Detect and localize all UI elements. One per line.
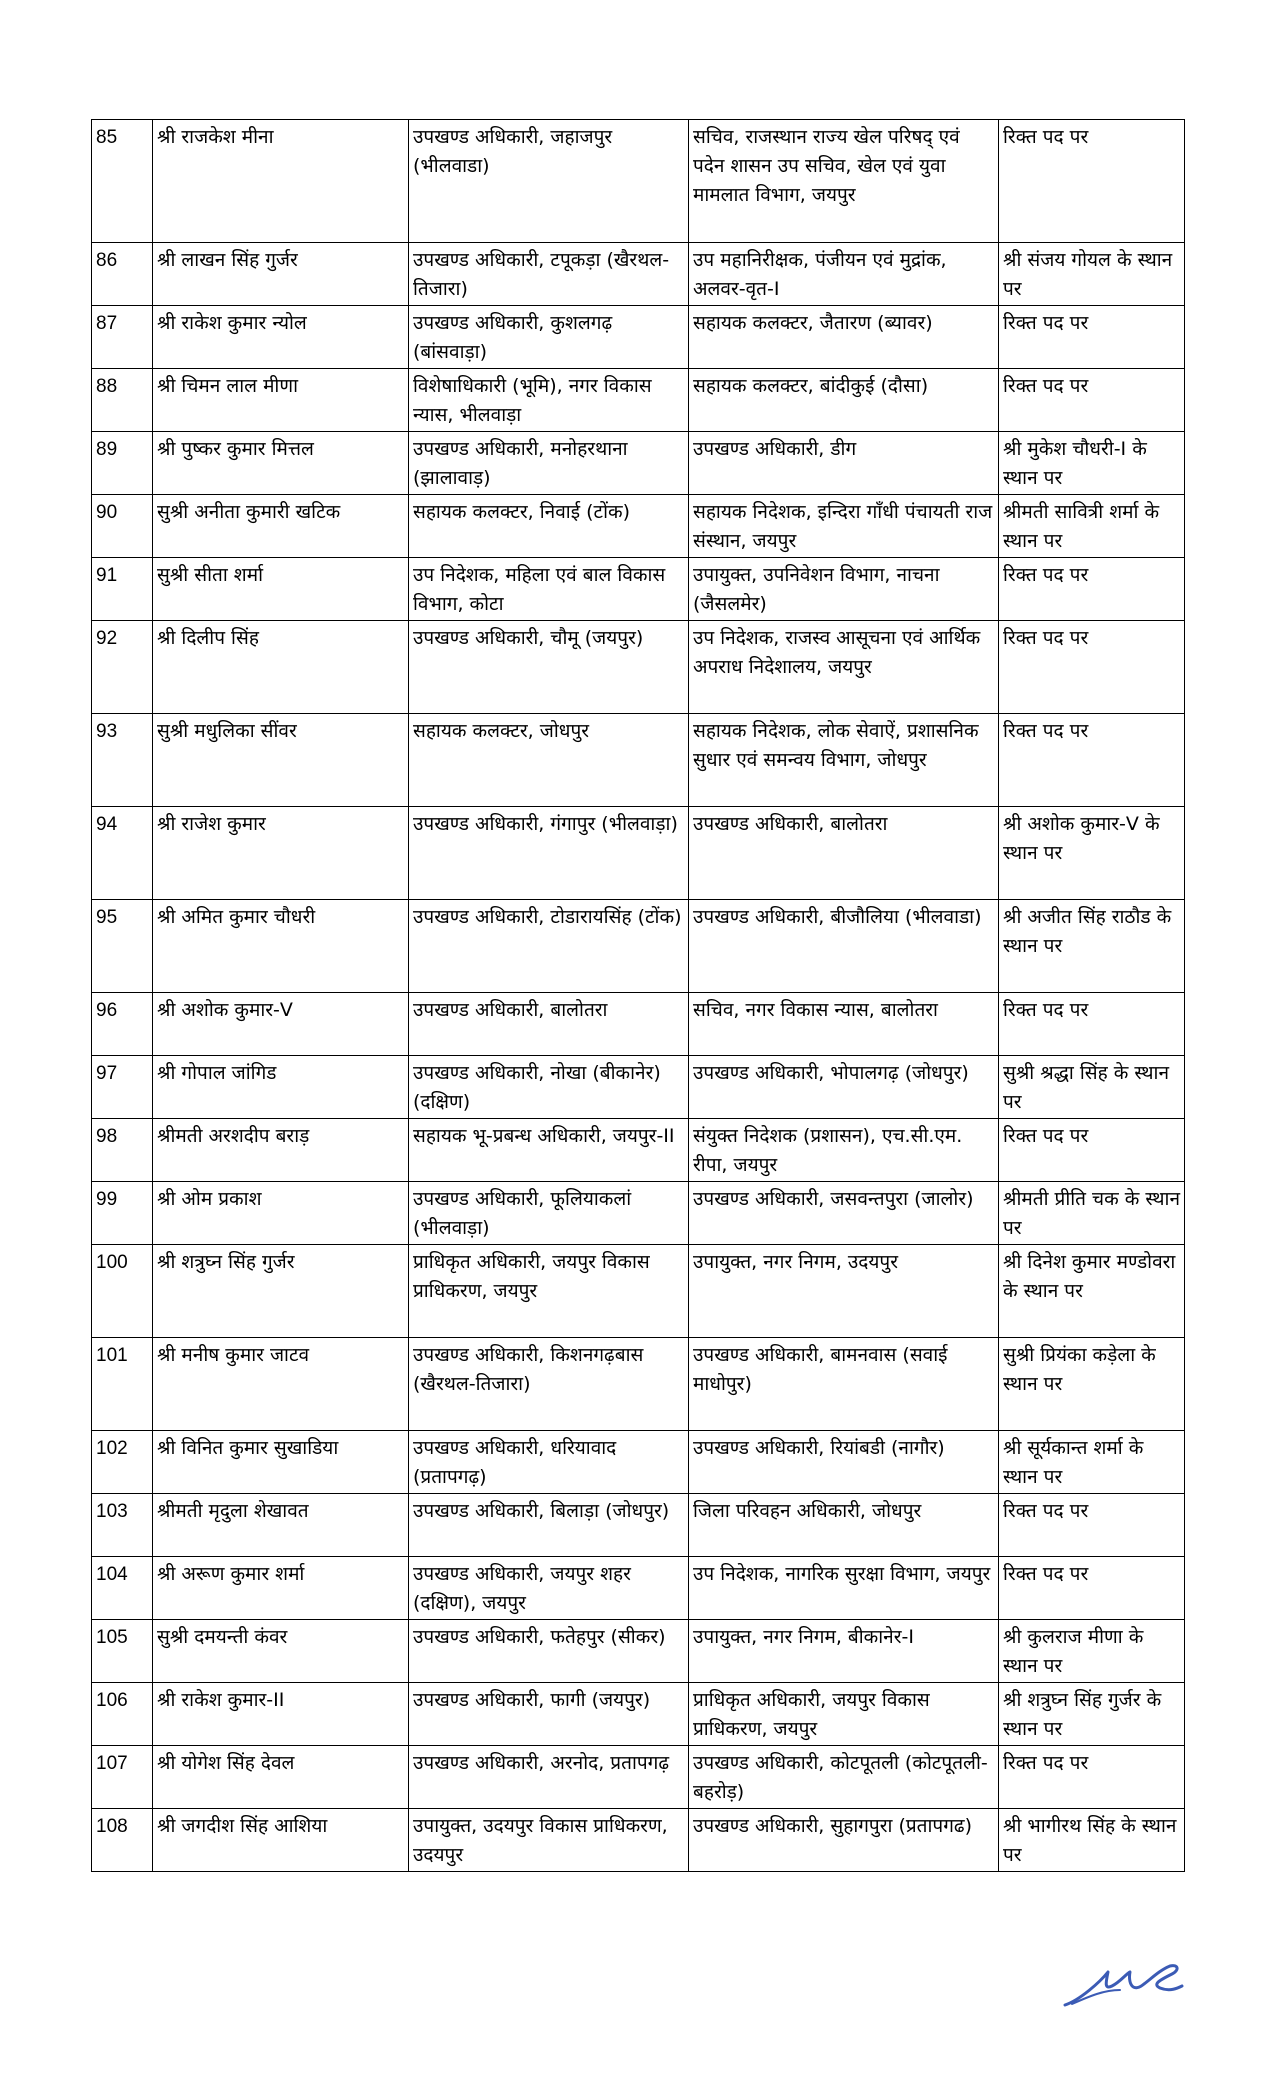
remark-cell: श्रीमती प्रीति चक के स्थान पर	[999, 1182, 1185, 1245]
current-posting-cell: उपखण्ड अधिकारी, नोखा (बीकानेर) (दक्षिण)	[409, 1056, 689, 1119]
current-posting-cell: उपखण्ड अधिकारी, फतेहपुर (सीकर)	[409, 1620, 689, 1683]
remark-cell: श्री अजीत सिंह राठौड के स्थान पर	[999, 900, 1185, 993]
table-row	[92, 621, 1185, 714]
table-row	[92, 558, 1185, 621]
serial-number-cell: 98	[92, 1119, 153, 1182]
officer-name-cell: श्री विनित कुमार सुखाडिया	[153, 1431, 409, 1494]
remark-cell: रिक्त पद पर	[999, 1557, 1185, 1620]
current-posting-cell: उपायुक्त, उदयपुर विकास प्राधिकरण, उदयपुर	[409, 1809, 689, 1872]
remark-cell: श्री मुकेश चौधरी-I के स्थान पर	[999, 432, 1185, 495]
remark-cell: श्री सूर्यकान्त शर्मा के स्थान पर	[999, 1431, 1185, 1494]
current-posting-cell: उपखण्ड अधिकारी, जयपुर शहर (दक्षिण), जयपुर	[409, 1557, 689, 1620]
remark-cell: रिक्त पद पर	[999, 1494, 1185, 1557]
table-row	[92, 1809, 1185, 1872]
serial-number-cell: 95	[92, 900, 153, 993]
serial-number-cell: 104	[92, 1557, 153, 1620]
table-row	[92, 1338, 1185, 1431]
new-posting-cell: सहायक निदेशक, लोक सेवाऐं, प्रशासनिक सुधार एवं समन्वय विभाग, जोधपुर	[689, 714, 999, 807]
new-posting-cell: उप निदेशक, राजस्व आसूचना एवं आर्थिक अपराध निदेशालय, जयपुर	[689, 621, 999, 714]
remark-cell: रिक्त पद पर	[999, 558, 1185, 621]
officer-name-cell: सुश्री सीता शर्मा	[153, 558, 409, 621]
remark-cell: रिक्त पद पर	[999, 621, 1185, 714]
new-posting-cell: संयुक्त निदेशक (प्रशासन), एच.सी.एम. रीपा, जयपुर	[689, 1119, 999, 1182]
current-posting-cell: सहायक भू-प्रबन्ध अधिकारी, जयपुर-II	[409, 1119, 689, 1182]
new-posting-cell: उप महानिरीक्षक, पंजीयन एवं मुद्रांक, अलवर-वृत-I	[689, 243, 999, 306]
serial-number-cell: 86	[92, 243, 153, 306]
serial-number-cell: 103	[92, 1494, 153, 1557]
serial-number-cell: 107	[92, 1746, 153, 1809]
remark-cell: रिक्त पद पर	[999, 369, 1185, 432]
new-posting-cell: उपायुक्त, नगर निगम, बीकानेर-I	[689, 1620, 999, 1683]
officer-name-cell: सुश्री अनीता कुमारी खटिक	[153, 495, 409, 558]
table-row	[92, 243, 1185, 306]
table-row	[92, 1494, 1185, 1557]
current-posting-cell: प्राधिकृत अधिकारी, जयपुर विकास प्राधिकरण, जयपुर	[409, 1245, 689, 1338]
officer-name-cell: श्री राकेश कुमार न्योल	[153, 306, 409, 369]
table-row	[92, 900, 1185, 993]
serial-number-cell: 89	[92, 432, 153, 495]
officer-name-cell: श्री पुष्कर कुमार मित्तल	[153, 432, 409, 495]
table-row	[92, 1557, 1185, 1620]
officer-name-cell: श्री योगेश सिंह देवल	[153, 1746, 409, 1809]
serial-number-cell: 87	[92, 306, 153, 369]
remark-cell: रिक्त पद पर	[999, 306, 1185, 369]
new-posting-cell: उप निदेशक, नागरिक सुरक्षा विभाग, जयपुर	[689, 1557, 999, 1620]
new-posting-cell: सहायक कलक्टर, जैतारण (ब्यावर)	[689, 306, 999, 369]
officer-name-cell: श्री दिलीप सिंह	[153, 621, 409, 714]
table-row	[92, 714, 1185, 807]
new-posting-cell: उपखण्ड अधिकारी, बालोतरा	[689, 807, 999, 900]
serial-number-cell: 93	[92, 714, 153, 807]
table-body	[92, 120, 1185, 1872]
serial-number-cell: 97	[92, 1056, 153, 1119]
officer-name-cell: सुश्री मधुलिका सींवर	[153, 714, 409, 807]
officer-name-cell: श्री अशोक कुमार-V	[153, 993, 409, 1056]
serial-number-cell: 108	[92, 1809, 153, 1872]
serial-number-cell: 106	[92, 1683, 153, 1746]
new-posting-cell: उपखण्ड अधिकारी, कोटपूतली (कोटपूतली-बहरोड़)	[689, 1746, 999, 1809]
remark-cell: श्रीमती सावित्री शर्मा के स्थान पर	[999, 495, 1185, 558]
current-posting-cell: उपखण्ड अधिकारी, टपूकड़ा (खैरथल-तिजारा)	[409, 243, 689, 306]
serial-number-cell: 91	[92, 558, 153, 621]
officer-name-cell: श्री राजेश कुमार	[153, 807, 409, 900]
remark-cell: रिक्त पद पर	[999, 714, 1185, 807]
table-row	[92, 1746, 1185, 1809]
officer-name-cell: श्री राकेश कुमार-II	[153, 1683, 409, 1746]
table-row	[92, 1182, 1185, 1245]
serial-number-cell: 101	[92, 1338, 153, 1431]
new-posting-cell: उपखण्ड अधिकारी, रियांबडी (नागौर)	[689, 1431, 999, 1494]
officer-name-cell: श्रीमती मृदुला शेखावत	[153, 1494, 409, 1557]
serial-number-cell: 102	[92, 1431, 153, 1494]
remark-cell: श्री दिनेश कुमार मण्डोवरा के स्थान पर	[999, 1245, 1185, 1338]
signature	[1060, 1960, 1185, 2015]
new-posting-cell: उपखण्ड अधिकारी, बामनवास (सवाई माधोपुर)	[689, 1338, 999, 1431]
current-posting-cell: उपखण्ड अधिकारी, गंगापुर (भीलवाड़ा)	[409, 807, 689, 900]
new-posting-cell: उपायुक्त, नगर निगम, उदयपुर	[689, 1245, 999, 1338]
remark-cell: श्री कुलराज मीणा के स्थान पर	[999, 1620, 1185, 1683]
serial-number-cell: 90	[92, 495, 153, 558]
new-posting-cell: सचिव, नगर विकास न्यास, बालोतरा	[689, 993, 999, 1056]
remark-cell: श्री शत्रुघ्न सिंह गुर्जर के स्थान पर	[999, 1683, 1185, 1746]
serial-number-cell: 94	[92, 807, 153, 900]
officer-name-cell: श्री गोपाल जांगिड	[153, 1056, 409, 1119]
remark-cell: श्री भागीरथ सिंह के स्थान पर	[999, 1809, 1185, 1872]
remark-cell: रिक्त पद पर	[999, 120, 1185, 243]
current-posting-cell: उपखण्ड अधिकारी, जहाजपुर (भीलवाडा)	[409, 120, 689, 243]
officer-name-cell: श्री जगदीश सिंह आशिया	[153, 1809, 409, 1872]
current-posting-cell: उप निदेशक, महिला एवं बाल विकास विभाग, कोटा	[409, 558, 689, 621]
remark-cell: श्री अशोक कुमार-V के स्थान पर	[999, 807, 1185, 900]
current-posting-cell: उपखण्ड अधिकारी, फागी (जयपुर)	[409, 1683, 689, 1746]
new-posting-cell: प्राधिकृत अधिकारी, जयपुर विकास प्राधिकरण, जयपुर	[689, 1683, 999, 1746]
table-row	[92, 1245, 1185, 1338]
serial-number-cell: 99	[92, 1182, 153, 1245]
table-row	[92, 993, 1185, 1056]
current-posting-cell: उपखण्ड अधिकारी, कुशलगढ़ (बांसवाड़ा)	[409, 306, 689, 369]
remark-cell: रिक्त पद पर	[999, 1119, 1185, 1182]
current-posting-cell: उपखण्ड अधिकारी, चौमू (जयपुर)	[409, 621, 689, 714]
serial-number-cell: 96	[92, 993, 153, 1056]
officer-name-cell: श्री शत्रुघ्न सिंह गुर्जर	[153, 1245, 409, 1338]
new-posting-cell: उपायुक्त, उपनिवेशन विभाग, नाचना (जैसलमेर)	[689, 558, 999, 621]
table-row	[92, 1683, 1185, 1746]
table-row	[92, 1431, 1185, 1494]
remark-cell: सुश्री श्रद्धा सिंह के स्थान पर	[999, 1056, 1185, 1119]
officer-name-cell: श्रीमती अरशदीप बराड़	[153, 1119, 409, 1182]
serial-number-cell: 85	[92, 120, 153, 243]
current-posting-cell: उपखण्ड अधिकारी, बिलाड़ा (जोधपुर)	[409, 1494, 689, 1557]
new-posting-cell: उपखण्ड अधिकारी, जसवन्तपुरा (जालोर)	[689, 1182, 999, 1245]
serial-number-cell: 100	[92, 1245, 153, 1338]
table-row	[92, 1620, 1185, 1683]
new-posting-cell: उपखण्ड अधिकारी, डीग	[689, 432, 999, 495]
new-posting-cell: सहायक कलक्टर, बांदीकुई (दौसा)	[689, 369, 999, 432]
table-row	[92, 120, 1185, 243]
serial-number-cell: 105	[92, 1620, 153, 1683]
table-row	[92, 1056, 1185, 1119]
current-posting-cell: सहायक कलक्टर, जोधपुर	[409, 714, 689, 807]
officer-name-cell: श्री मनीष कुमार जाटव	[153, 1338, 409, 1431]
officer-name-cell: श्री राजकेश मीना	[153, 120, 409, 243]
new-posting-cell: उपखण्ड अधिकारी, सुहागपुरा (प्रतापगढ)	[689, 1809, 999, 1872]
officer-name-cell: श्री अरूण कुमार शर्मा	[153, 1557, 409, 1620]
new-posting-cell: उपखण्ड अधिकारी, भोपालगढ़ (जोधपुर)	[689, 1056, 999, 1119]
officer-name-cell: श्री चिमन लाल मीणा	[153, 369, 409, 432]
current-posting-cell: उपखण्ड अधिकारी, मनोहरथाना (झालावाड़)	[409, 432, 689, 495]
current-posting-cell: उपखण्ड अधिकारी, बालोतरा	[409, 993, 689, 1056]
table-row	[92, 306, 1185, 369]
table-row	[92, 369, 1185, 432]
remark-cell: श्री संजय गोयल के स्थान पर	[999, 243, 1185, 306]
officer-name-cell: श्री अमित कुमार चौधरी	[153, 900, 409, 993]
current-posting-cell: विशेषाधिकारी (भूमि), नगर विकास न्यास, भीलवाड़ा	[409, 369, 689, 432]
remark-cell: सुश्री प्रियंका कड़ेला के स्थान पर	[999, 1338, 1185, 1431]
current-posting-cell: उपखण्ड अधिकारी, फूलियाकलां (भीलवाड़ा)	[409, 1182, 689, 1245]
remark-cell: रिक्त पद पर	[999, 1746, 1185, 1809]
serial-number-cell: 92	[92, 621, 153, 714]
current-posting-cell: उपखण्ड अधिकारी, अरनोद, प्रतापगढ़	[409, 1746, 689, 1809]
current-posting-cell: उपखण्ड अधिकारी, टोडारायसिंह (टोंक)	[409, 900, 689, 993]
table-row	[92, 807, 1185, 900]
new-posting-cell: सचिव, राजस्थान राज्य खेल परिषद् एवं पदेन शासन उप सचिव, खेल एवं युवा मामलात विभाग, जयपुर	[689, 120, 999, 243]
new-posting-cell: उपखण्ड अधिकारी, बीजौलिया (भीलवाडा)	[689, 900, 999, 993]
officer-name-cell: श्री लाखन सिंह गुर्जर	[153, 243, 409, 306]
new-posting-cell: सहायक निदेशक, इन्दिरा गाँधी पंचायती राज संस्थान, जयपुर	[689, 495, 999, 558]
table-row	[92, 432, 1185, 495]
remark-cell: रिक्त पद पर	[999, 993, 1185, 1056]
table-row	[92, 495, 1185, 558]
serial-number-cell: 88	[92, 369, 153, 432]
officer-name-cell: श्री ओम प्रकाश	[153, 1182, 409, 1245]
table-row	[92, 1119, 1185, 1182]
current-posting-cell: उपखण्ड अधिकारी, किशनगढ़बास (खैरथल-तिजारा)	[409, 1338, 689, 1431]
current-posting-cell: उपखण्ड अधिकारी, धरियावाद (प्रतापगढ़)	[409, 1431, 689, 1494]
transfer-table	[91, 119, 1185, 1872]
officer-name-cell: सुश्री दमयन्ती कंवर	[153, 1620, 409, 1683]
new-posting-cell: जिला परिवहन अधिकारी, जोधपुर	[689, 1494, 999, 1557]
current-posting-cell: सहायक कलक्टर, निवाई (टोंक)	[409, 495, 689, 558]
